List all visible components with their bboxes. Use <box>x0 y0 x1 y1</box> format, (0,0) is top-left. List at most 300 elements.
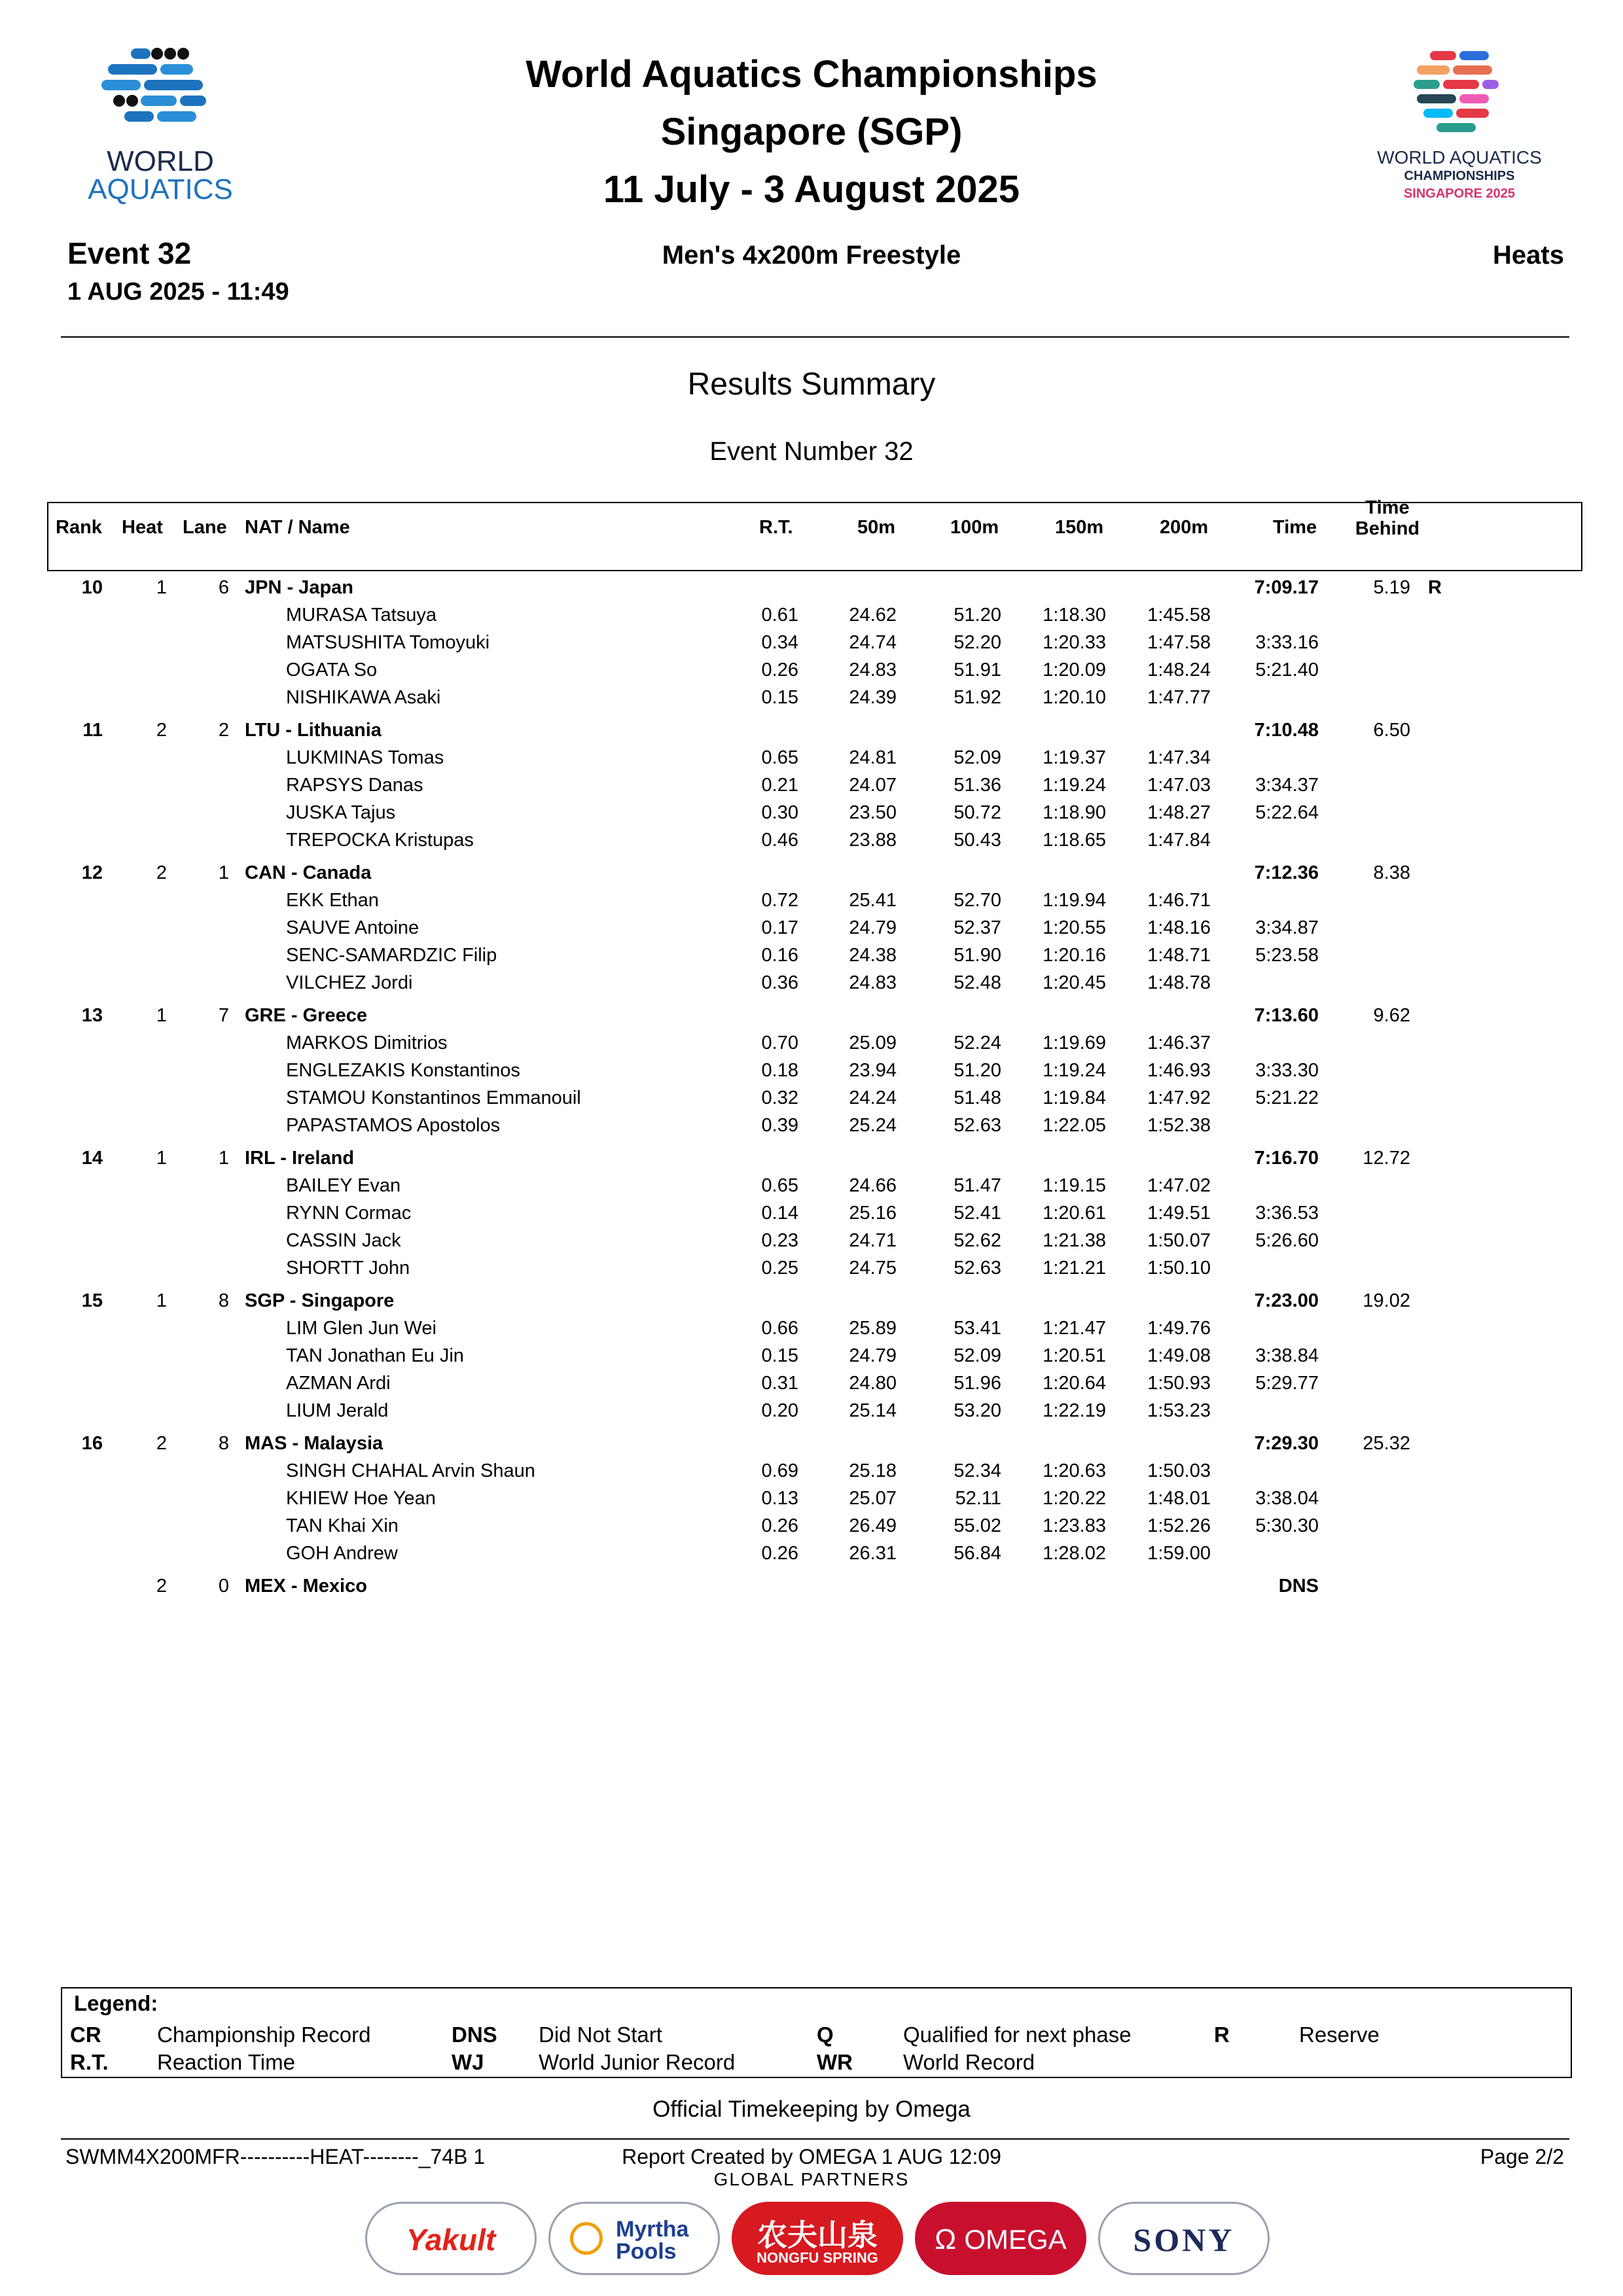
swimmer-m100: 52.37 <box>954 917 1001 938</box>
swimmer-m150: 1:19.94 <box>1043 890 1106 911</box>
swimmer-m100: 52.34 <box>954 1460 1001 1481</box>
swimmer-name: MATSUSHITA Tomoyuki <box>286 632 490 653</box>
legend-desc-r: Reserve <box>1299 2022 1380 2047</box>
swimmer-name: RYNN Cormac <box>286 1203 412 1224</box>
team-behind: 8.38 <box>1373 862 1410 883</box>
team-heat: 2 <box>156 720 167 741</box>
omega-symbol-text: Ω OMEGA <box>935 2223 1067 2255</box>
swimmer-m50: 25.41 <box>849 890 897 911</box>
swimmer-m100: 51.48 <box>954 1087 1001 1108</box>
swimmer-m50: 24.83 <box>849 972 897 993</box>
logo-text-championships: CHAMPIONSHIPS <box>1404 169 1515 183</box>
team-lane: 6 <box>218 577 229 598</box>
swimmer-rt: 0.26 <box>761 1543 798 1564</box>
swimmer-m100: 52.63 <box>954 1115 1001 1136</box>
swimmer-name: TREPOCKA Kristupas <box>286 830 474 851</box>
swimmer-name: SHORTT John <box>286 1258 410 1279</box>
swimmer-rt: 0.61 <box>761 605 798 626</box>
swimmer-name: SINGH CHAHAL Arvin Shaun <box>286 1460 535 1481</box>
swimmer-rt: 0.26 <box>761 1515 798 1536</box>
legend-desc-rt: Reaction Time <box>157 2050 295 2074</box>
swimmer-m150: 1:19.24 <box>1043 775 1106 796</box>
team-lane: 7 <box>218 1005 229 1026</box>
swimmer-m50: 25.18 <box>849 1460 897 1481</box>
team-time: 7:23.00 <box>1254 1290 1319 1311</box>
team-time: 7:09.17 <box>1254 577 1319 598</box>
swimmer-m200: 1:47.03 <box>1147 775 1211 796</box>
swimmer-cum: 3:36.53 <box>1255 1203 1319 1224</box>
swimmer-m50: 26.49 <box>849 1515 897 1536</box>
swimmer-m200: 1:49.76 <box>1147 1318 1211 1339</box>
swimmer-rt: 0.65 <box>761 747 798 768</box>
team-behind: 19.02 <box>1363 1290 1410 1311</box>
swimmer-m50: 25.24 <box>849 1115 897 1136</box>
swimmer-m50: 24.66 <box>849 1175 897 1196</box>
event-label: Event 32 <box>67 236 192 270</box>
swimmer-m200: 1:46.37 <box>1147 1033 1211 1053</box>
swimmer-row <box>0 1203 1623 1230</box>
swimmer-rt: 0.72 <box>761 890 798 911</box>
swimmer-rt: 0.36 <box>761 972 798 993</box>
swimmer-m100: 50.72 <box>954 802 1001 823</box>
swimmer-m150: 1:21.21 <box>1043 1258 1106 1279</box>
swimmer-m50: 24.79 <box>849 917 897 938</box>
swimmer-m50: 24.39 <box>849 687 897 708</box>
swimmer-name: ENGLEZAKIS Konstantinos <box>286 1060 520 1081</box>
swimmer-m100: 53.20 <box>954 1400 1001 1421</box>
swimmer-m200: 1:46.93 <box>1147 1060 1211 1081</box>
col-time-behind-line1: Time <box>1365 497 1410 518</box>
swimmer-row <box>0 747 1623 775</box>
swimmer-rt: 0.14 <box>761 1203 798 1224</box>
swimmer-m150: 1:18.65 <box>1043 830 1106 851</box>
swimmer-m50: 24.79 <box>849 1345 897 1366</box>
logo-text-singapore: SINGAPORE 2025 <box>1403 186 1516 201</box>
swimmer-m200: 1:48.27 <box>1147 802 1211 823</box>
swimmer-cum: 3:38.04 <box>1255 1488 1319 1509</box>
swimmer-m200: 1:45.58 <box>1147 605 1211 626</box>
team-heat: 2 <box>156 1433 167 1454</box>
swimmer-m200: 1:52.38 <box>1147 1115 1211 1136</box>
team-team: JPN - Japan <box>245 577 353 598</box>
legend-code-wj: WJ <box>452 2050 484 2074</box>
sponsor-myrtha-pools-logo: Myrtha Pools <box>548 2202 720 2275</box>
sponsor-sony-logo: SONY <box>1098 2202 1270 2275</box>
swimmer-m150: 1:20.22 <box>1043 1488 1106 1509</box>
swimmer-row <box>0 802 1623 830</box>
team-rank: 15 <box>81 1290 103 1311</box>
swimmer-rt: 0.39 <box>761 1115 798 1136</box>
swimmer-m100: 51.92 <box>954 687 1001 708</box>
swimmer-m150: 1:20.09 <box>1043 660 1106 680</box>
team-row <box>0 1576 1623 1603</box>
swimmer-m200: 1:47.58 <box>1147 632 1211 653</box>
swimmer-m50: 24.75 <box>849 1258 897 1279</box>
swimmer-m200: 1:50.03 <box>1147 1460 1211 1481</box>
swimmer-rt: 0.30 <box>761 802 798 823</box>
swimmer-m200: 1:46.71 <box>1147 890 1211 911</box>
swimmer-cum: 5:22.64 <box>1255 802 1319 823</box>
swimmer-row <box>0 660 1623 687</box>
swimmer-row <box>0 1373 1623 1400</box>
swimmer-m100: 51.96 <box>954 1373 1001 1394</box>
swimmer-rt: 0.32 <box>761 1087 798 1108</box>
swimmer-m50: 24.38 <box>849 945 897 966</box>
swimmer-row <box>0 1488 1623 1515</box>
swimmer-rt: 0.15 <box>761 1345 798 1366</box>
col-heat: Heat <box>122 517 163 538</box>
swimmer-m50: 24.74 <box>849 632 897 653</box>
report-code: SWMM4X200MFR----------HEAT--------_74B 1 <box>65 2145 486 2168</box>
legend-desc-cr: Championship Record <box>157 2022 371 2047</box>
swimmer-rt: 0.26 <box>761 660 798 680</box>
swimmer-m50: 25.07 <box>849 1488 897 1509</box>
swimmer-name: LIUM Jerald <box>286 1400 389 1421</box>
swimmer-rt: 0.20 <box>761 1400 798 1421</box>
sponsor-omega-logo <box>915 2202 1086 2275</box>
legend-code-q: Q <box>817 2022 834 2047</box>
swimmer-m150: 1:19.69 <box>1043 1033 1106 1053</box>
col-lane: Lane <box>183 517 227 538</box>
swimmer-m200: 1:50.07 <box>1147 1230 1211 1251</box>
legend-code-dns: DNS <box>452 2022 497 2047</box>
team-behind: 25.32 <box>1363 1433 1410 1454</box>
logo-text-world-aquatics: WORLD AQUATICS <box>1377 147 1542 168</box>
team-lane: 8 <box>218 1433 229 1454</box>
swimmer-row <box>0 775 1623 802</box>
swimmer-m50: 24.71 <box>849 1230 897 1251</box>
team-behind: 5.19 <box>1373 577 1410 598</box>
team-lane: 8 <box>218 1290 229 1311</box>
swimmer-rt: 0.18 <box>761 1060 798 1081</box>
swimmer-m150: 1:28.02 <box>1043 1543 1106 1564</box>
swimmer-m50: 24.81 <box>849 747 897 768</box>
col-100m: 100m <box>950 517 999 538</box>
swimmer-name: MURASA Tatsuya <box>286 605 437 626</box>
sponsor-nongfu-spring-logo: 农夫山泉 NONGFU SPRING <box>732 2202 903 2275</box>
swimmer-m200: 1:50.93 <box>1147 1373 1211 1394</box>
legend-box <box>61 1987 1572 2078</box>
team-row <box>0 1290 1623 1318</box>
swimmer-m150: 1:20.55 <box>1043 917 1106 938</box>
team-row <box>0 862 1623 890</box>
team-behind: 12.72 <box>1363 1148 1410 1169</box>
swimmer-m100: 52.41 <box>954 1203 1001 1224</box>
page-title-line3: 11 July - 3 August 2025 <box>603 168 1020 211</box>
report-created: Report Created by OMEGA 1 AUG 12:09 <box>622 2145 1001 2168</box>
team-heat: 1 <box>156 1005 167 1026</box>
swimmer-m150: 1:22.05 <box>1043 1115 1106 1136</box>
team-time: 7:10.48 <box>1254 720 1319 741</box>
team-team: IRL - Ireland <box>245 1148 355 1169</box>
swimmer-m150: 1:18.30 <box>1043 605 1106 626</box>
team-row <box>0 577 1623 605</box>
phase-label: Heats <box>1493 241 1564 270</box>
swimmer-m150: 1:20.16 <box>1043 945 1106 966</box>
swimmer-row <box>0 972 1623 1000</box>
swimmer-rt: 0.13 <box>761 1488 798 1509</box>
swimmer-name: GOH Andrew <box>286 1543 398 1564</box>
swimmer-row <box>0 1087 1623 1115</box>
swimmer-row <box>0 1515 1623 1543</box>
swimmer-name: MARKOS Dimitrios <box>286 1033 448 1053</box>
legend-desc-wr: World Record <box>903 2050 1035 2074</box>
swimmer-m150: 1:20.61 <box>1043 1203 1106 1224</box>
swimmer-m50: 24.24 <box>849 1087 897 1108</box>
swimmer-m100: 51.47 <box>954 1175 1001 1196</box>
swimmer-rt: 0.66 <box>761 1318 798 1339</box>
col-150m: 150m <box>1055 517 1104 538</box>
swimmer-m100: 51.90 <box>954 945 1001 966</box>
swimmer-m100: 52.09 <box>954 747 1001 768</box>
swimmer-cum: 5:26.60 <box>1255 1230 1319 1251</box>
swimmer-m200: 1:52.26 <box>1147 1515 1211 1536</box>
swimmer-m50: 25.14 <box>849 1400 897 1421</box>
swimmer-m100: 52.62 <box>954 1230 1001 1251</box>
swimmer-rt: 0.21 <box>761 775 798 796</box>
swimmer-name: BAILEY Evan <box>286 1175 401 1196</box>
team-note: R <box>1428 577 1442 598</box>
legend-desc-q: Qualified for next phase <box>903 2022 1132 2047</box>
team-rank: 16 <box>81 1433 103 1454</box>
swimmer-m200: 1:59.00 <box>1147 1543 1211 1564</box>
swimmer-row <box>0 1033 1623 1060</box>
swimmer-m150: 1:20.63 <box>1043 1460 1106 1481</box>
swimmer-m50: 25.89 <box>849 1318 897 1339</box>
col-rank: Rank <box>56 517 102 538</box>
swimmer-cum: 3:34.37 <box>1255 775 1319 796</box>
swimmer-cum: 5:23.58 <box>1255 945 1319 966</box>
page-title-line2: Singapore (SGP) <box>660 111 963 153</box>
team-heat: 1 <box>156 1290 167 1311</box>
swimmer-m200: 1:49.51 <box>1147 1203 1211 1224</box>
swimmer-m150: 1:21.47 <box>1043 1318 1106 1339</box>
swimmer-row <box>0 1318 1623 1345</box>
swimmer-m100: 52.70 <box>954 890 1001 911</box>
swimmer-name: PAPASTAMOS Apostolos <box>286 1115 501 1136</box>
team-team: CAN - Canada <box>245 862 372 883</box>
col-time: Time <box>1273 517 1317 538</box>
legend-title: Legend: <box>74 1991 158 2015</box>
legend-desc-wj: World Junior Record <box>539 2050 736 2074</box>
swimmer-rt: 0.16 <box>761 945 798 966</box>
swimmer-m200: 1:47.77 <box>1147 687 1211 708</box>
sponsor-yakult-logo: Yakult <box>365 2202 537 2275</box>
team-rank: 12 <box>81 862 103 883</box>
col-nat-name: NAT / Name <box>245 517 350 538</box>
championships-logo <box>1351 46 1567 209</box>
swimmer-m100: 52.09 <box>954 1345 1001 1366</box>
swimmer-row <box>0 1115 1623 1142</box>
team-team: SGP - Singapore <box>245 1290 395 1311</box>
swimmer-rt: 0.65 <box>761 1175 798 1196</box>
swimmer-m50: 26.31 <box>849 1543 897 1564</box>
swimmer-rt: 0.31 <box>761 1373 798 1394</box>
event-number-subtitle: Event Number 32 <box>709 437 914 466</box>
swimmer-m150: 1:19.84 <box>1043 1087 1106 1108</box>
swimmer-m50: 23.50 <box>849 802 897 823</box>
swimmer-m150: 1:19.24 <box>1043 1060 1106 1081</box>
swimmer-m50: 24.07 <box>849 775 897 796</box>
swimmer-row <box>0 945 1623 972</box>
swimmer-m100: 53.41 <box>954 1318 1001 1339</box>
swimmer-m50: 24.83 <box>849 660 897 680</box>
team-time: DNS <box>1278 1576 1319 1597</box>
swimmer-m100: 52.63 <box>954 1258 1001 1279</box>
swimmer-m200: 1:47.84 <box>1147 830 1211 851</box>
team-team: MEX - Mexico <box>245 1576 367 1597</box>
swimmer-m200: 1:48.01 <box>1147 1488 1211 1509</box>
swimmer-m100: 52.24 <box>954 1033 1001 1053</box>
col-time-behind-line2: Behind <box>1355 518 1420 539</box>
legend-code-cr: CR <box>70 2022 101 2047</box>
team-rank: 14 <box>81 1148 103 1169</box>
swimmer-m100: 52.48 <box>954 972 1001 993</box>
team-lane: 2 <box>218 720 229 741</box>
team-heat: 1 <box>156 577 167 598</box>
swimmer-row <box>0 830 1623 857</box>
swimmer-row <box>0 1400 1623 1428</box>
swimmer-m200: 1:49.08 <box>1147 1345 1211 1366</box>
swimmer-m200: 1:47.92 <box>1147 1087 1211 1108</box>
swimmer-name: TAN Jonathan Eu Jin <box>286 1345 464 1366</box>
swimmer-row <box>0 605 1623 632</box>
swimmer-m200: 1:48.24 <box>1147 660 1211 680</box>
team-heat: 2 <box>156 862 167 883</box>
legend-code-r: R <box>1214 2022 1230 2047</box>
team-row <box>0 720 1623 747</box>
swimmer-row <box>0 1230 1623 1258</box>
swimmer-rt: 0.25 <box>761 1258 798 1279</box>
swimmer-m200: 1:47.02 <box>1147 1175 1211 1196</box>
swimmer-m100: 52.11 <box>955 1488 1001 1509</box>
swimmer-m150: 1:20.45 <box>1043 972 1106 993</box>
swimmer-m150: 1:22.19 <box>1043 1400 1106 1421</box>
swimmer-m50: 23.88 <box>849 830 897 851</box>
swimmer-m200: 1:48.71 <box>1147 945 1211 966</box>
legend-code-wr: WR <box>817 2050 853 2074</box>
swimmer-cum: 3:34.87 <box>1255 917 1319 938</box>
swimmer-row <box>0 632 1623 660</box>
swimmer-name: RAPSYS Danas <box>286 775 423 796</box>
swimmer-m150: 1:19.37 <box>1043 747 1106 768</box>
logo-text-aquatics: AQUATICS <box>88 173 233 205</box>
swimmer-m200: 1:53.23 <box>1147 1400 1211 1421</box>
swimmer-rt: 0.23 <box>761 1230 798 1251</box>
team-lane: 0 <box>218 1576 229 1597</box>
team-rank: 13 <box>81 1005 103 1026</box>
swimmer-name: VILCHEZ Jordi <box>286 972 413 993</box>
header-divider <box>61 336 1569 338</box>
swimmer-m150: 1:23.83 <box>1043 1515 1106 1536</box>
team-heat: 2 <box>156 1576 167 1597</box>
swimmer-m100: 51.91 <box>954 660 1001 680</box>
swimmer-name: OGATA So <box>286 660 378 680</box>
swimmer-row <box>0 1060 1623 1087</box>
swimmer-m100: 51.20 <box>954 1060 1001 1081</box>
swimmer-rt: 0.15 <box>761 687 798 708</box>
swimmer-row <box>0 687 1623 715</box>
swimmer-rt: 0.46 <box>761 830 798 851</box>
swimmer-m100: 50.43 <box>954 830 1001 851</box>
swimmer-m150: 1:20.33 <box>1043 632 1106 653</box>
swimmer-name: SAUVE Antoine <box>286 917 419 938</box>
col-rt: R.T. <box>759 517 793 538</box>
team-heat: 1 <box>156 1148 167 1169</box>
swimmer-rt: 0.69 <box>761 1460 798 1481</box>
swimmer-m200: 1:50.10 <box>1147 1258 1211 1279</box>
swimmer-m50: 25.16 <box>849 1203 897 1224</box>
swimmer-name: TAN Khai Xin <box>286 1515 399 1536</box>
swimmer-row <box>0 1460 1623 1488</box>
swimmer-rt: 0.70 <box>761 1033 798 1053</box>
swimmer-m50: 23.94 <box>849 1060 897 1081</box>
swimmer-row <box>0 890 1623 917</box>
swimmer-m200: 1:47.34 <box>1147 747 1211 768</box>
page-number: Page 2/2 <box>1480 2145 1564 2168</box>
footer-divider <box>61 2138 1569 2140</box>
swimmer-name: LIM Glen Jun Wei <box>286 1318 437 1339</box>
swimmer-name: CASSIN Jack <box>286 1230 401 1251</box>
swimmer-m100: 55.02 <box>954 1515 1001 1536</box>
team-time: 7:29.30 <box>1254 1433 1319 1454</box>
swimmer-rt: 0.17 <box>761 917 798 938</box>
swimmer-m150: 1:18.90 <box>1043 802 1106 823</box>
swimmer-row <box>0 1345 1623 1373</box>
legend-code-rt: R.T. <box>70 2050 109 2074</box>
swimmer-name: NISHIKAWA Asaki <box>286 687 441 708</box>
swimmer-m150: 1:19.15 <box>1043 1175 1106 1196</box>
championships-logo-mark <box>1351 46 1567 137</box>
swimmer-m150: 1:20.51 <box>1043 1345 1106 1366</box>
swimmer-m50: 24.80 <box>849 1373 897 1394</box>
team-behind: 6.50 <box>1373 720 1410 741</box>
swimmer-row <box>0 917 1623 945</box>
team-team: GRE - Greece <box>245 1005 367 1026</box>
swimmer-m100: 51.36 <box>954 775 1001 796</box>
team-row <box>0 1433 1623 1460</box>
team-time: 7:16.70 <box>1254 1148 1319 1169</box>
swimmer-m100: 51.20 <box>954 605 1001 626</box>
swimmer-row <box>0 1543 1623 1570</box>
team-rank: 10 <box>81 577 103 598</box>
results-summary-title: Results Summary <box>687 367 936 402</box>
myrtha-sun-icon <box>570 2222 603 2255</box>
team-lane: 1 <box>218 862 229 883</box>
swimmer-m100: 52.20 <box>954 632 1001 653</box>
timekeeping-note: Official Timekeeping by Omega <box>652 2096 971 2122</box>
team-rank: 11 <box>82 720 103 741</box>
swimmer-cum: 3:33.16 <box>1255 632 1319 653</box>
swimmer-row <box>0 1258 1623 1285</box>
team-team: MAS - Malaysia <box>245 1433 383 1454</box>
event-datetime: 1 AUG 2025 - 11:49 <box>67 278 289 306</box>
swimmer-name: LUKMINAS Tomas <box>286 747 444 768</box>
team-team: LTU - Lithuania <box>245 720 382 741</box>
swimmer-name: EKK Ethan <box>286 890 379 911</box>
col-200m: 200m <box>1160 517 1209 538</box>
swimmer-name: STAMOU Konstantinos Emmanouil <box>286 1087 581 1108</box>
swimmer-m50: 24.62 <box>849 605 897 626</box>
swimmer-m100: 56.84 <box>954 1543 1001 1564</box>
swimmer-m200: 1:48.16 <box>1147 917 1211 938</box>
legend-desc-dns: Did Not Start <box>539 2022 662 2047</box>
swimmer-row <box>0 1175 1623 1203</box>
swimmer-name: AZMAN Ardi <box>286 1373 391 1394</box>
swimmer-cum: 5:29.77 <box>1255 1373 1319 1394</box>
global-partners-title: GLOBAL PARTNERS <box>713 2169 910 2189</box>
team-behind: 9.62 <box>1373 1005 1410 1026</box>
